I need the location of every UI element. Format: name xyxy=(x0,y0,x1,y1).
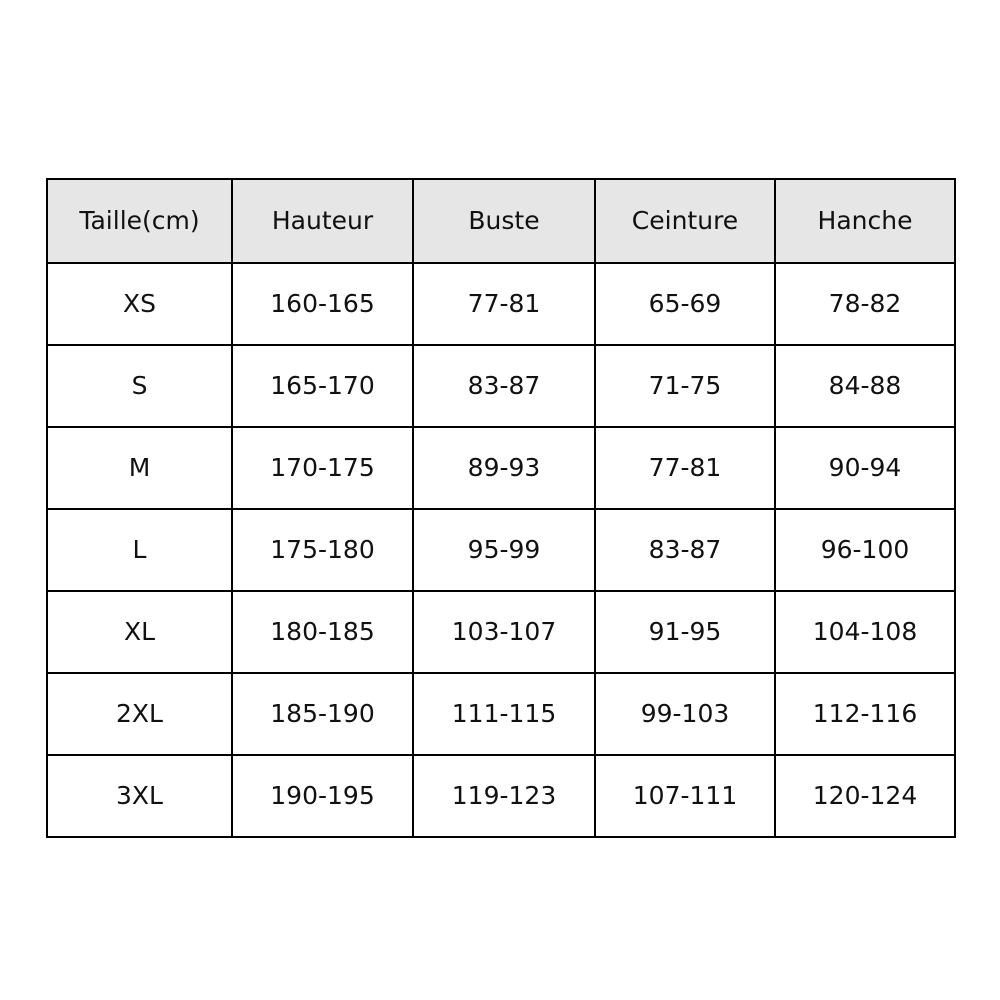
size-table-container xyxy=(46,178,954,838)
cell-height: 185-190 xyxy=(232,673,413,755)
cell-height: 160-165 xyxy=(232,263,413,345)
cell-size: 3XL xyxy=(47,755,232,837)
cell-waist: 83-87 xyxy=(595,509,775,591)
cell-size: XL xyxy=(47,591,232,673)
cell-height: 165-170 xyxy=(232,345,413,427)
cell-height: 175-180 xyxy=(232,509,413,591)
cell-height: 170-175 xyxy=(232,427,413,509)
cell-bust: 111-115 xyxy=(413,673,595,755)
cell-bust: 95-99 xyxy=(413,509,595,591)
cell-height: 190-195 xyxy=(232,755,413,837)
cell-bust: 83-87 xyxy=(413,345,595,427)
cell-hip: 96-100 xyxy=(775,509,955,591)
cell-hip: 120-124 xyxy=(775,755,955,837)
column-header-size: Taille(cm) xyxy=(47,179,232,263)
column-header-bust: Buste xyxy=(413,179,595,263)
cell-waist: 65-69 xyxy=(595,263,775,345)
cell-hip: 104-108 xyxy=(775,591,955,673)
cell-hip: 84-88 xyxy=(775,345,955,427)
size-table xyxy=(46,178,956,838)
table-row xyxy=(47,263,955,345)
cell-bust: 119-123 xyxy=(413,755,595,837)
cell-waist: 91-95 xyxy=(595,591,775,673)
cell-hip: 78-82 xyxy=(775,263,955,345)
cell-waist: 107-111 xyxy=(595,755,775,837)
cell-bust: 103-107 xyxy=(413,591,595,673)
column-header-hip: Hanche xyxy=(775,179,955,263)
cell-waist: 99-103 xyxy=(595,673,775,755)
cell-waist: 77-81 xyxy=(595,427,775,509)
cell-waist: 71-75 xyxy=(595,345,775,427)
column-header-waist: Ceinture xyxy=(595,179,775,263)
table-row xyxy=(47,345,955,427)
cell-size: S xyxy=(47,345,232,427)
table-row xyxy=(47,591,955,673)
table-header-row xyxy=(47,179,955,263)
cell-hip: 90-94 xyxy=(775,427,955,509)
table-row xyxy=(47,673,955,755)
cell-size: 2XL xyxy=(47,673,232,755)
cell-size: L xyxy=(47,509,232,591)
table-row xyxy=(47,755,955,837)
cell-bust: 89-93 xyxy=(413,427,595,509)
cell-size: M xyxy=(47,427,232,509)
table-row xyxy=(47,427,955,509)
cell-height: 180-185 xyxy=(232,591,413,673)
cell-hip: 112-116 xyxy=(775,673,955,755)
table-row xyxy=(47,509,955,591)
cell-bust: 77-81 xyxy=(413,263,595,345)
cell-size: XS xyxy=(47,263,232,345)
column-header-height: Hauteur xyxy=(232,179,413,263)
table-body xyxy=(47,263,955,837)
table-header xyxy=(47,179,955,263)
